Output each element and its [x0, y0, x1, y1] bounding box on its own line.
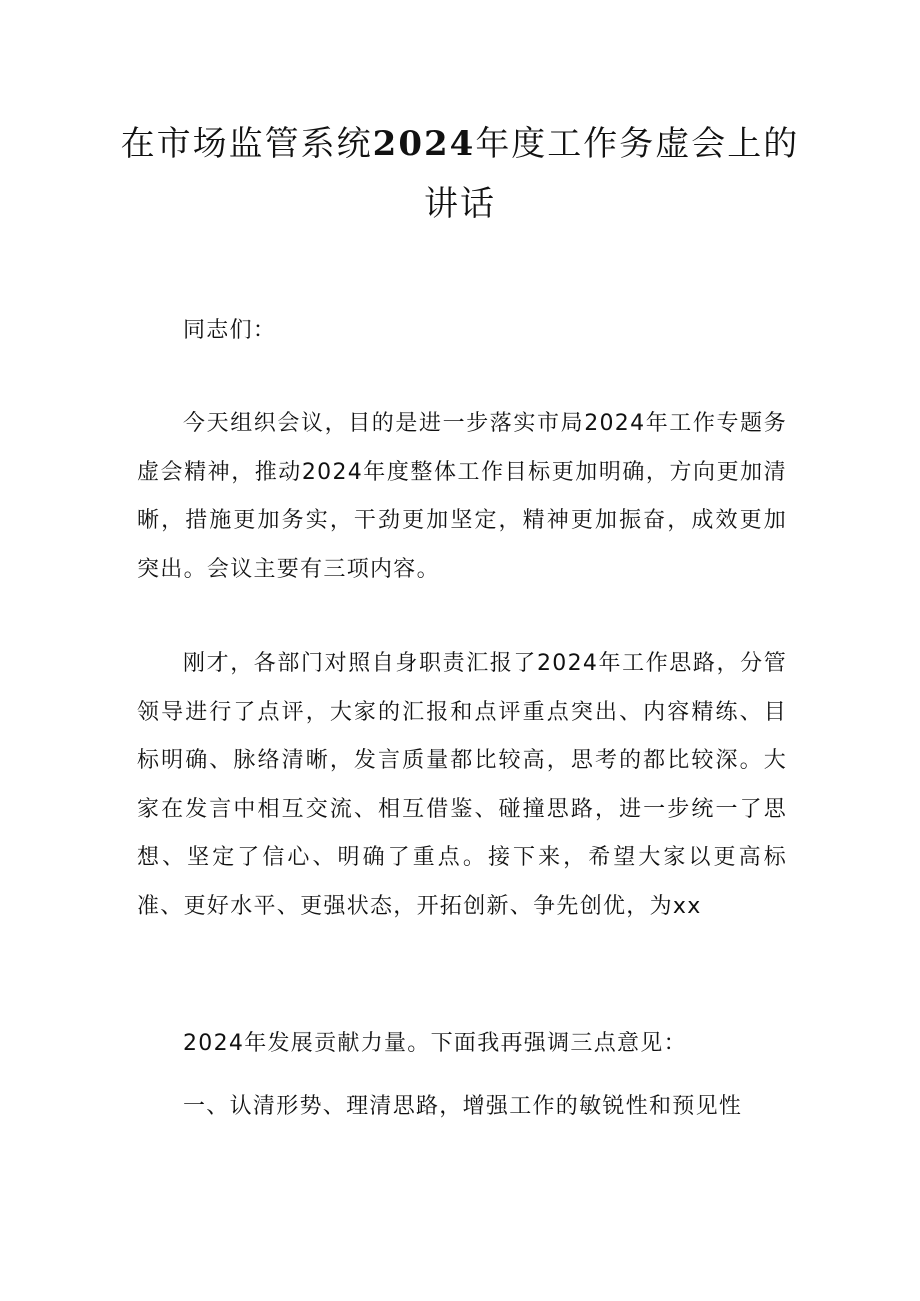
paragraph-review: 刚才，各部门对照自身职责汇报了2024年工作思路，分管领导进行了点评，大家的汇报和点评重点突出、内容精练、目标明确、脉络清晰，发言质量都比较高，思考的都比较深。大家在发言中相互交流、相互借鉴、碰撞思路，进一步统一了思想、坚定了信心、明确了重点。接下来，希望大家以更高标准、更好水平、更强状态，开拓创新、争先创优，为xx: [137, 651, 787, 919]
title-text-a: 在市场监管系统: [120, 124, 373, 164]
title-text-b: 年度工作务虚会上的: [475, 124, 800, 164]
document-title-line1: [100, 120, 820, 168]
title-year: 2024: [372, 124, 476, 164]
greeting: 同志们：: [183, 318, 277, 343]
paragraph-intro: 今天组织会议，目的是进一步落实市局2024年工作专题务虚会精神，推动2024年度整体工作目标更加明确，方向更加清晰，措施更加务实，干劲更加坚定，精神更加振奋，成效更加突出。会议主要有三项内容。: [137, 411, 787, 582]
section-heading-1: 一、认清形势、理清思路，增强工作的敏锐性和预见性: [183, 1094, 743, 1119]
paragraph-transition: 2024年发展贡献力量。下面我再强调三点意见：: [183, 1031, 687, 1056]
document-title-line2: 讲话: [424, 184, 496, 224]
